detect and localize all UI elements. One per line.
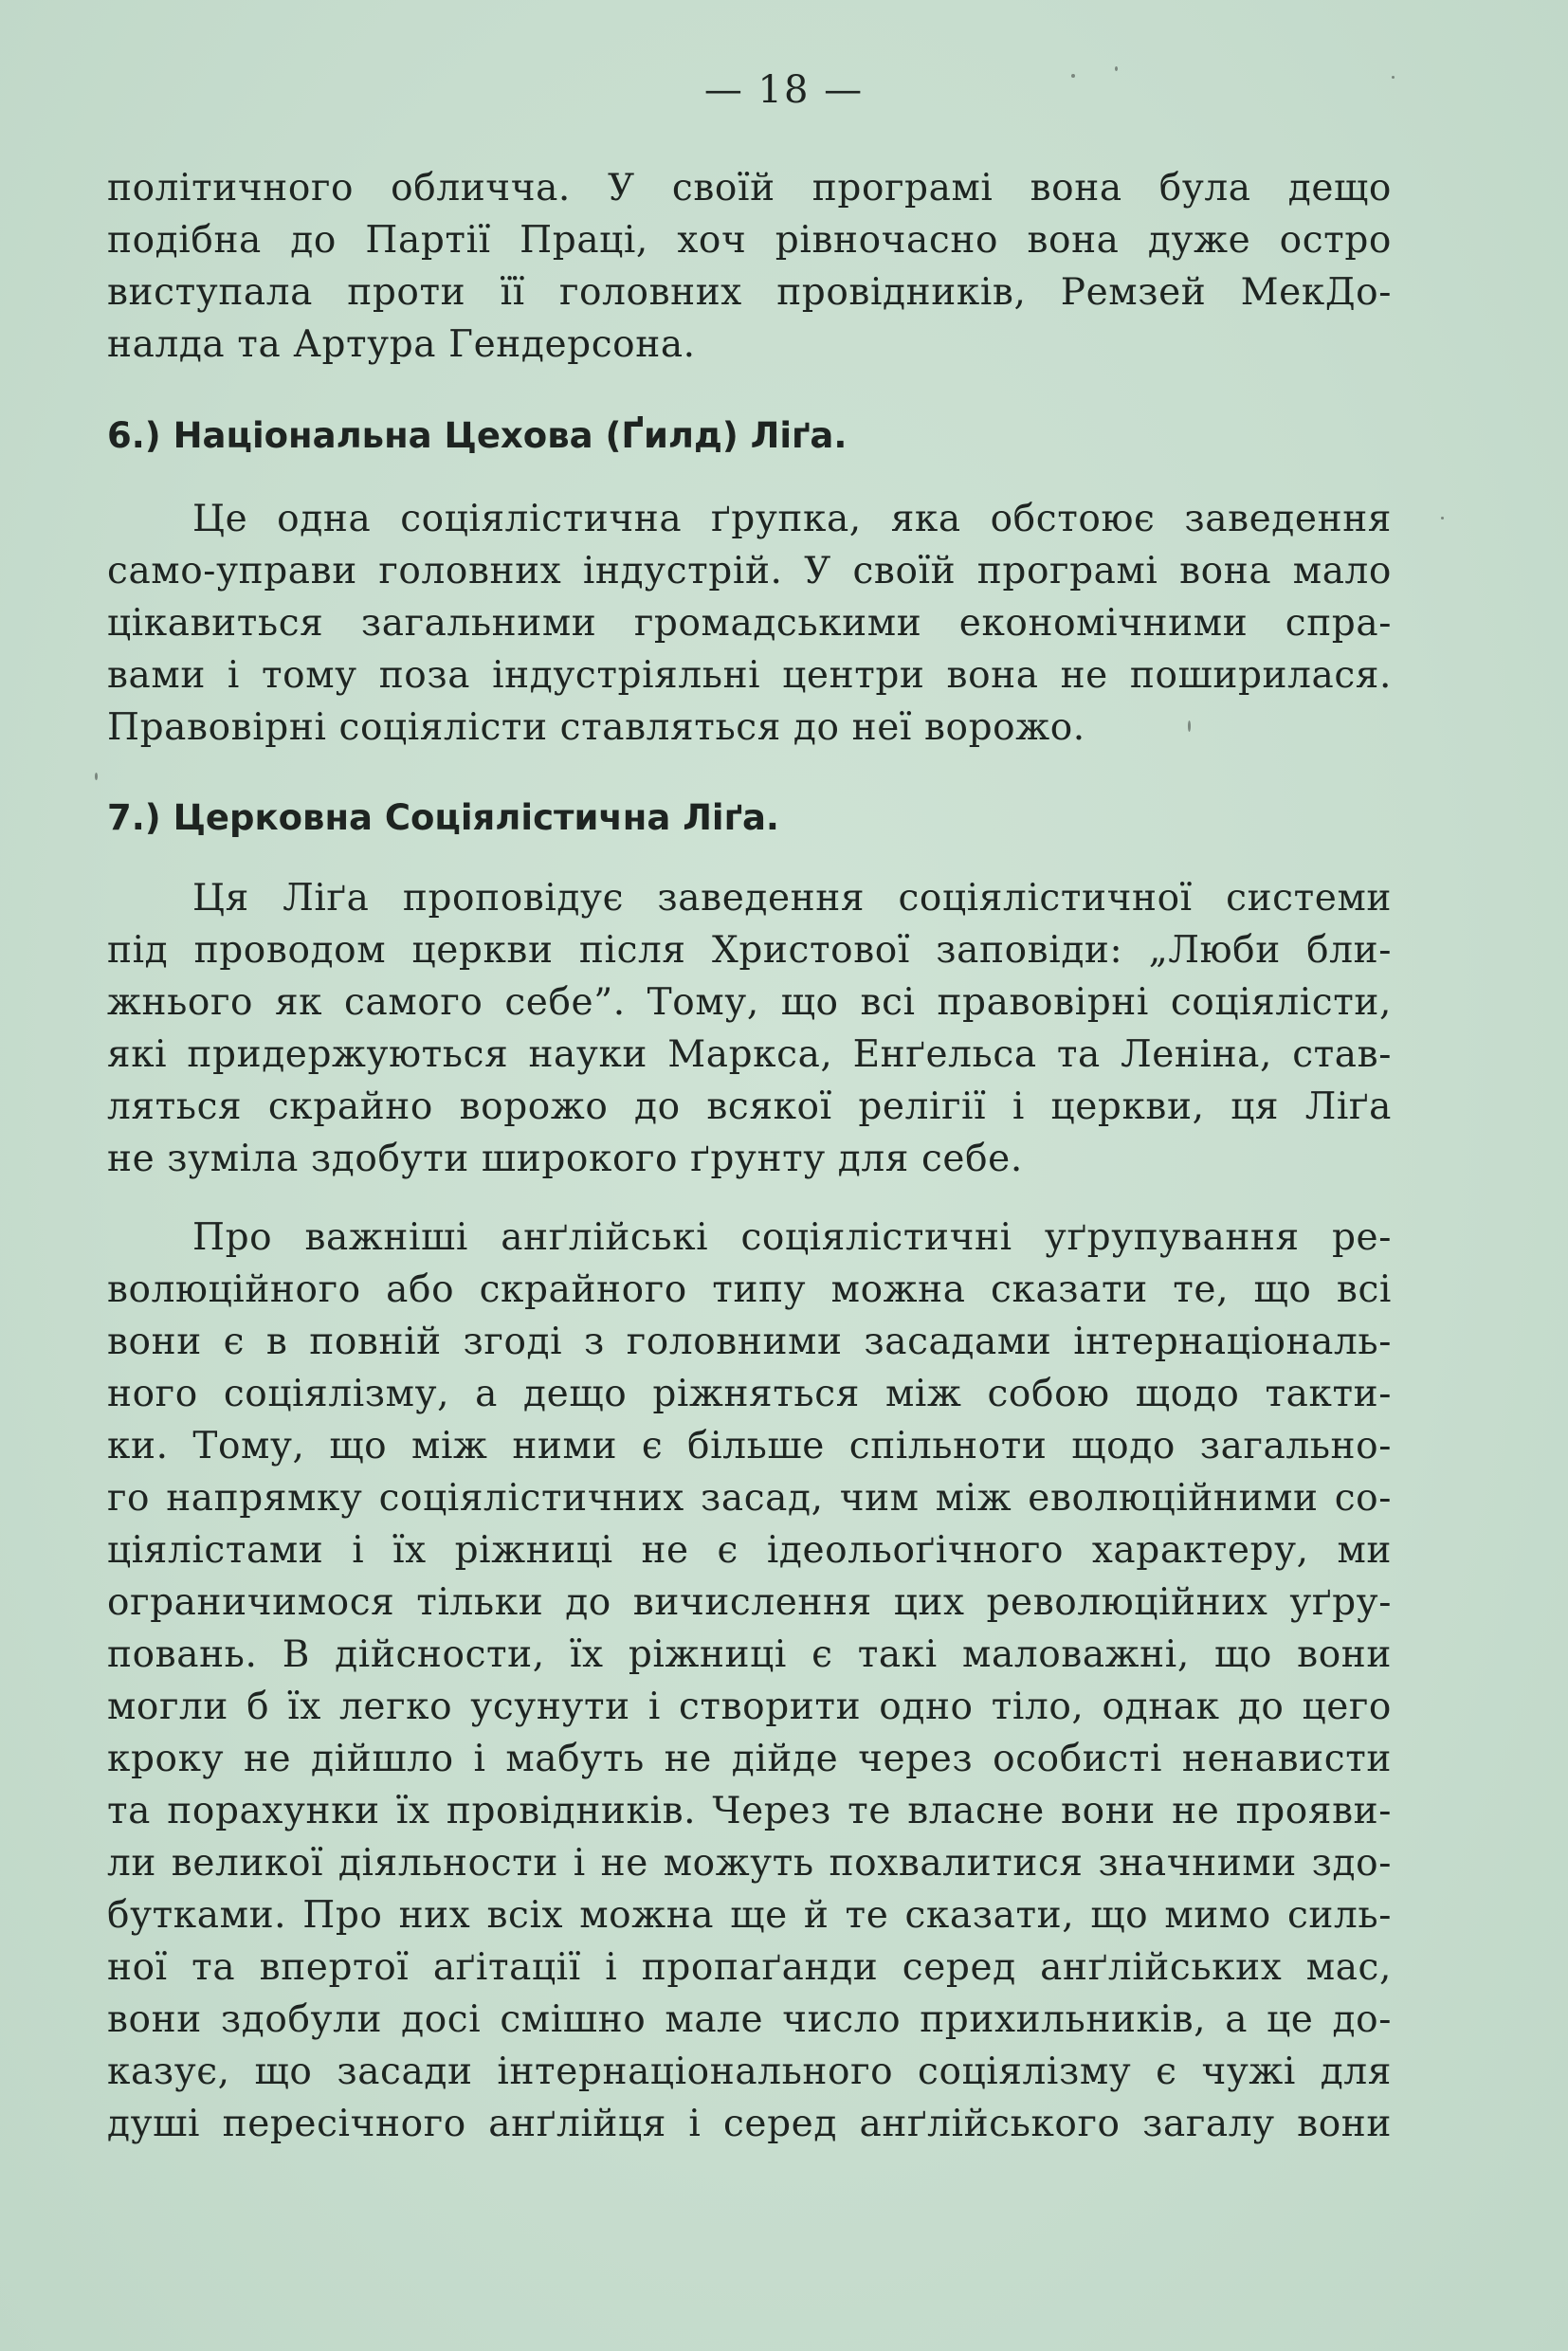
text-line: казує, що засади інтернаціонального соціялізму є чужі для [107,2050,1392,2093]
text-line: само-управи головних індустрій. У своїй програмі вона мало [107,550,1392,592]
paragraph-4 [107,1212,1392,2150]
text-line: могли б їх легко усунути і створити одно тіло, однак до цего [107,1686,1392,1728]
text-line: ного соціялізму, а дещо ріжняться між собою щодо такти- [107,1373,1392,1415]
text-line: подібна до Партії Праці, хоч рівночасно вона дуже остро [107,219,1392,262]
text-line: ли великої діяльности і не можуть похвалитися значними здо- [107,1842,1392,1885]
text-line: го напрямку соціялістичних засад, чим між еволюційними со- [107,1477,1392,1520]
text-line: які придержуються науки Маркса, Енґельса та Леніна, став- [107,1033,1392,1076]
scan-speck [1071,74,1075,78]
text-line: вами і тому поза індустріяльні центри вона не поширилася. [107,654,1392,697]
section-heading-6 [107,410,1392,462]
text-line: повань. В дійсности, їх ріжниці є такі маловажні, що вони [107,1633,1392,1676]
text-line: виступала проти її головних провідників, Ремзей МекДо- [107,271,1392,314]
text-line: налда та Артура Гендерсона. [107,323,696,366]
text-line: ограничимося тільки до вичислення цих революційних уґру- [107,1581,1392,1624]
text-line: Про важніші анґлійські соціялістичні уґрупування ре- [192,1216,1392,1259]
text-line: ки. Тому, що між ними є більше спільноти щодо загально- [107,1425,1392,1467]
scan-speck [95,773,98,780]
paragraph-3 [107,872,1392,1185]
text-line: душі пересічного анґлійця і серед анґлійського загалу вони [107,2103,1392,2145]
heading-text: 7.) Церковна Соціялістична Ліґа. [107,797,779,838]
scan-speck [1115,66,1118,71]
scan-speck [1188,720,1191,732]
text-line: волюційного або скрайного типу можна сказати те, що всі [107,1268,1392,1311]
text-line: кроку не дійшло і мабуть не дійде через особисті ненависти [107,1738,1392,1780]
text-line: жнього як самого себе”. Тому, що всі правовірні соціялісти, [107,981,1392,1024]
text-line: бутками. Про них всіх можна ще й те сказати, що мимо силь- [107,1894,1392,1937]
page-number: — 18 — [703,68,865,112]
text-line: під проводом церкви після Христової заповіди: „Люби бли- [107,929,1392,972]
text-line: вони здобули досі смішно мале число прихильників, а це до- [107,1998,1392,2041]
text-line: ціялістами і їх ріжниці не є ідеольоґічного характеру, ми [107,1529,1392,1572]
text-line: та порахунки їх провідників. Через те власне вони не прояви- [107,1790,1392,1832]
text-line: Ця Ліґа проповідує заведення соціялістичної системи [192,877,1392,920]
scan-speck [1392,76,1395,79]
scan-speck [1441,517,1444,519]
paragraph-1 [107,162,1392,371]
text-line: ляться скрайно ворожо до всякої релігії і церкви, ця Ліґа [107,1085,1392,1128]
section-heading-7 [107,792,1392,844]
text-line: цікавиться загальними громадськими економічними спра- [107,602,1392,645]
text-line: Це одна соціялістична ґрупка, яка обстоює заведення [192,498,1392,540]
text-line: ної та впертої аґітації і пропаґанди серед анґлійських мас, [107,1946,1392,1989]
text-line: Правовірні соціялісти ставляться до неї ворожо. [107,706,1085,749]
paragraph-2 [107,493,1392,754]
text-line: політичного обличча. У своїй програмі вона була дещо [107,167,1392,210]
heading-text: 6.) Національна Цехова (Ґилд) Ліґа. [107,415,848,456]
text-line: вони є в повній згоді з головними засадами інтернаціональ- [107,1321,1392,1363]
text-line: не зуміла здобути широкого ґрунту для себе. [107,1138,1023,1180]
